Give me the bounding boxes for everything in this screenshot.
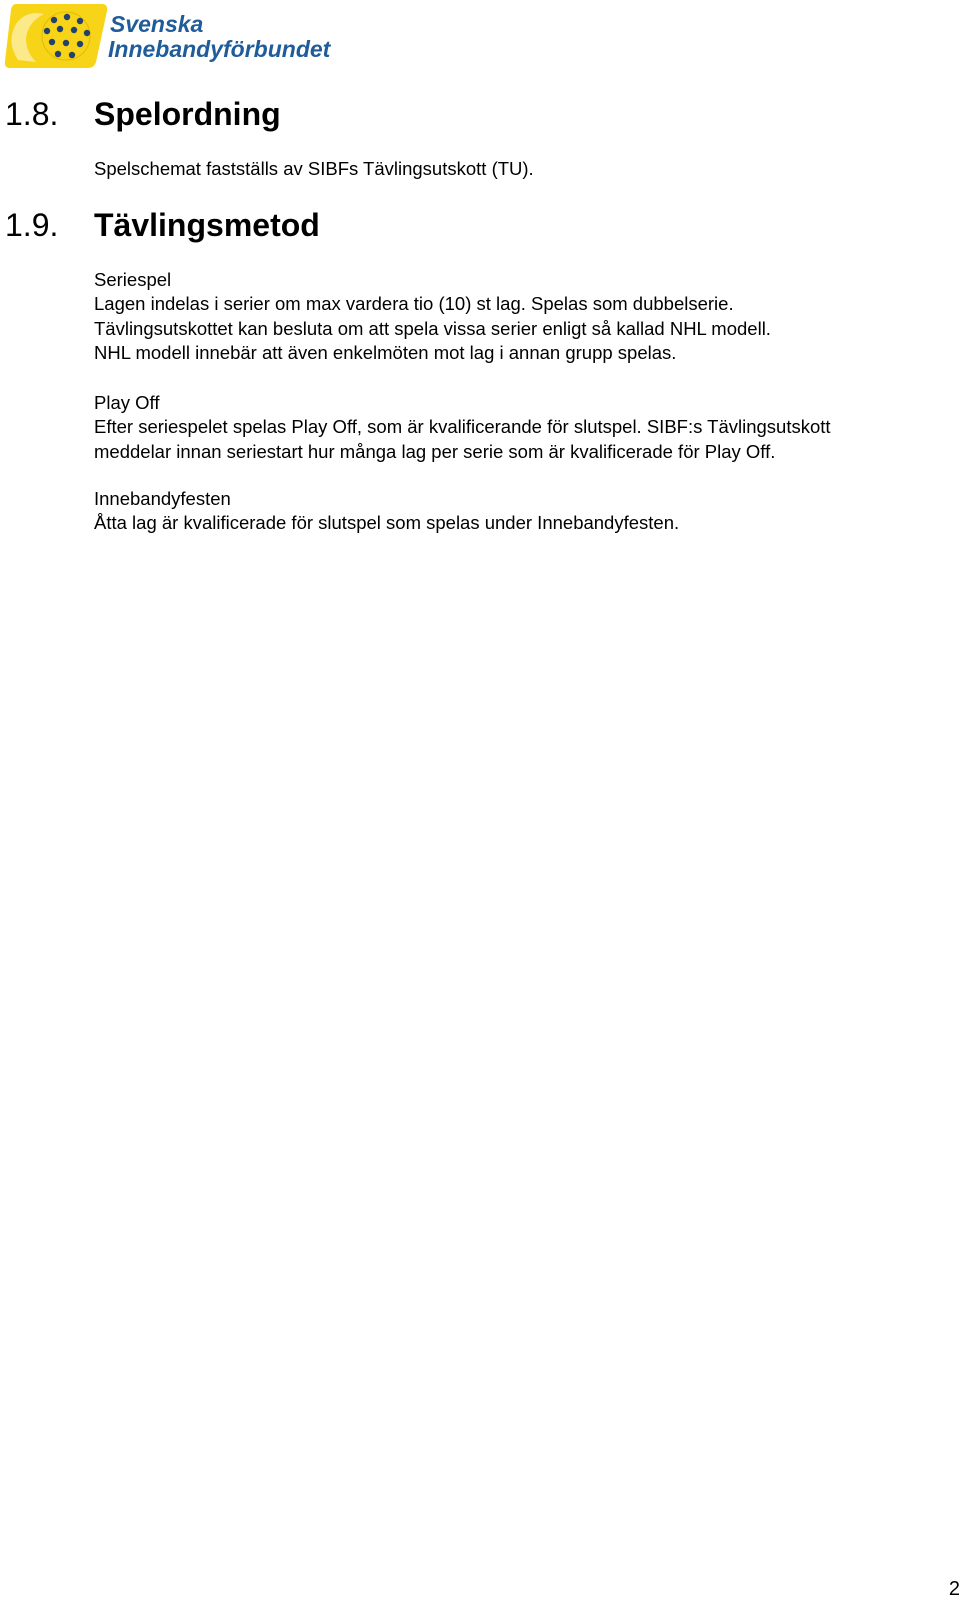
page-number: 2 — [948, 1578, 960, 1600]
block-line: meddelar innan seriestart hur många lag per serie som är kvalificerade för Play Off. — [94, 440, 776, 462]
paragraph: Spelschemat fastställs av SIBFs Tävlingsutskott (TU). — [94, 158, 534, 179]
section-number: 1.9. — [5, 207, 59, 243]
block-subheading: Seriespel — [94, 269, 172, 290]
seriespel-block — [94, 268, 934, 365]
section-number: 1.8. — [5, 96, 59, 132]
block-subheading: Innebandyfesten — [94, 488, 231, 509]
block-line: NHL modell innebär att även enkelmöten mot lag i annan grupp spelas. — [94, 341, 677, 363]
sibf-logo — [4, 2, 334, 70]
block-line: Lagen indelas i serier om max vardera tio (10) st lag. Spelas som dubbelserie. — [94, 293, 734, 315]
block-line: Tävlingsutskottet kan besluta om att spela vissa serier enligt så kallad NHL modell. — [94, 317, 771, 339]
logo-text-line1: Svenska — [110, 11, 204, 37]
floorball-emblem-icon — [5, 4, 107, 68]
play-off-block — [94, 391, 934, 464]
logo-text-line2: Innebandyförbundet — [108, 36, 331, 62]
block-line: Åtta lag är kvalificerade för slutspel som spelas under Innebandyfesten. — [94, 512, 680, 534]
block-line: Efter seriespelet spelas Play Off, som är kvalificerande för slutspel. SIBF:s Tävlingsutskott — [94, 416, 831, 438]
section-title: Tävlingsmetod — [94, 207, 320, 243]
section-title: Spelordning — [94, 96, 281, 132]
spelordning-body — [94, 157, 934, 181]
innebandyfesten-block — [94, 487, 934, 536]
block-subheading: Play Off — [94, 392, 160, 413]
